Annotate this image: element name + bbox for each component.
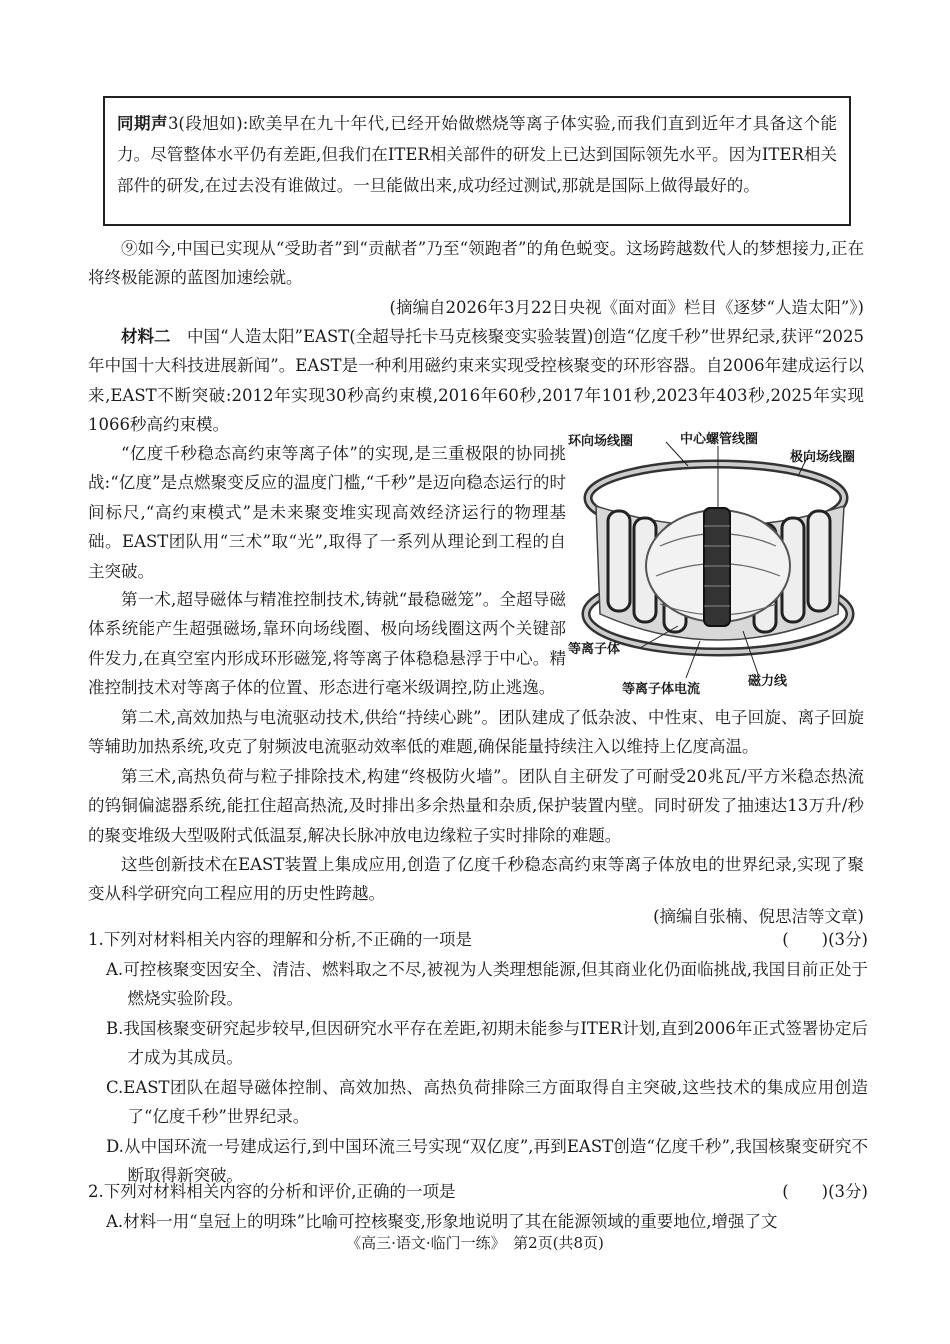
- label-toroidal-coil: 环向场线圈: [568, 434, 634, 449]
- label-plasma-current: 等离子体电流: [622, 682, 701, 697]
- label-poloidal-coil: 极向场线圈: [790, 450, 856, 465]
- question-2-score: ( )(3分): [782, 1182, 868, 1201]
- quote-text: 3(段旭如):欧美早在九十年代,已经开始做燃烧等离子体实验,而我们直到近年才具备这个能力。尽管整体水平仍有差距,但我们在ITER相关部件的研发上已达到国际领先水平。因为ITER相关部件的研发,在过去没有谁做过。一旦能做出来,成功经过测试,那就是国际上做得最好的。: [117, 114, 838, 195]
- label-plasma: 等离子体: [568, 642, 621, 657]
- material-2-intro-text: 中国“人造太阳”EAST(全超导托卡马克核聚变实验装置)创造“亿度千秒”世界纪录,获评“2025年中国十大科技进展新闻”。EAST是一种利用磁约束来实现受控核聚变的环形容器。自2006年建成运行以来,EAST不断突破:2012年实现30秒高约束模,2016年60秒,2017年101秒,2023年403秒,2025年实现1066秒高约束模。: [88, 327, 864, 435]
- question-1-option-a: A.可控核聚变因安全、清洁、燃料取之不尽,被视为人类理想能源,但其商业化仍面临挑战,我国目前正处于燃烧实验阶段。: [106, 959, 868, 1008]
- question-1-option-d: D.从中国环流一号建成运行,到中国环流三号实现“双亿度”,再到EAST创造“亿度千秒”,我国核聚变研究不断取得新突破。: [106, 1136, 868, 1185]
- label-central-solenoid: 中心螺管线圈: [680, 432, 759, 447]
- page-footer: 《高三·语文·临门一练》 第2页(共8页): [346, 1234, 604, 1252]
- question-1-stem: 1.下列对材料相关内容的理解和分析,不正确的一项是: [88, 930, 472, 949]
- paragraph-second-tech: 第二术,高效加热与电流驱动技术,供给“持续心跳”。团队建成了低杂波、中性束、电子回旋、离子回旋等辅助加热系统,攻克了射频波电流驱动效率低的难题,确保能量持续注入以维持上亿度高温。: [88, 708, 864, 757]
- quote-box: [103, 96, 851, 226]
- paragraph-summary: 这些创新技术在EAST装置上集成应用,创造了亿度千秒稳态高约束等离子体放电的世界纪录,实现了聚变从科学研究向工程应用的历史性跨越。: [88, 855, 864, 904]
- paragraph-triple-limit: “亿度千秒稳态高约束等离子体”的实现,是三重极限的协同挑战:“亿度”是点燃聚变反应的温度门槛,“千秒”是迈向稳态运行的时间标尺,“高约束模式”是未来聚变堆实现高效经济运行的物理基础。EAST团队用“三术”取“光”,取得了一系列从理论到工程的自主突破。: [88, 444, 566, 581]
- material-2-intro: [88, 322, 864, 440]
- question-1-option-b: B.我国核聚变研究起步较早,但因研究水平存在差距,初期未能参与ITER计划,直到2006年正式签署协定后才成为其成员。: [106, 1018, 868, 1067]
- paragraph-third-tech: 第三术,高热负荷与粒子排除技术,构建“终极防火墙”。团队自主研发了可耐受20兆瓦/平方米稳态热流的钨铜偏滤器系统,能扛住超高热流,及时排出多余热量和杂质,保护装置内壁。同时研发了抽速达13万升/秒的聚变堆级大型吸附式低温泵,解决长脉冲放电边缘粒子实时排除的难题。: [88, 767, 864, 845]
- source-note-2: (摘编自张楠、倪思洁等文章): [653, 907, 864, 926]
- question-2-option-a: A.材料一用“皇冠上的明珠”比喻可控核聚变,形象地说明了其在能源领域的重要地位,增强了文: [106, 1211, 778, 1231]
- tokamak-figure: [568, 426, 868, 696]
- question-1-score: ( )(3分): [782, 930, 868, 949]
- paragraph-first-tech: 第一术,超导磁体与精准控制技术,铸就“最稳磁笼”。全超导磁体系统能产生超强磁场,靠环向场线圈、极向场线圈这两个关键部件发力,在真空室内形成环形磁笼,将等离子体稳稳悬浮于中心。精准控制技术对等离子体的位置、形态进行毫米级调控,防止逃逸。: [88, 590, 566, 698]
- source-note-1: (摘编自2026年3月22日央视《面对面》栏目《逐梦“人造太阳”》): [389, 298, 864, 317]
- question-2-stem: 2.下列对材料相关内容的分析和评价,正确的一项是: [88, 1182, 456, 1201]
- question-1-option-c: C.EAST团队在超导磁体控制、高效加热、高热负荷排除三方面取得自主突破,这些技术的集成应用创造了“亿度千秒”世界纪录。: [106, 1077, 868, 1126]
- paragraph-9: ⑨如今,中国已实现从“受助者”到“贡献者”乃至“领跑者”的角色蜕变。这场跨越数代人的梦想接力,正在将终极能源的蓝图加速绘就。: [88, 239, 864, 288]
- question-1: [88, 925, 868, 1191]
- label-field-line: 磁力线: [748, 674, 788, 689]
- quote-speaker: 同期声: [117, 114, 168, 133]
- material-2-label: 材料二: [121, 327, 171, 346]
- question-2: [88, 1177, 868, 1236]
